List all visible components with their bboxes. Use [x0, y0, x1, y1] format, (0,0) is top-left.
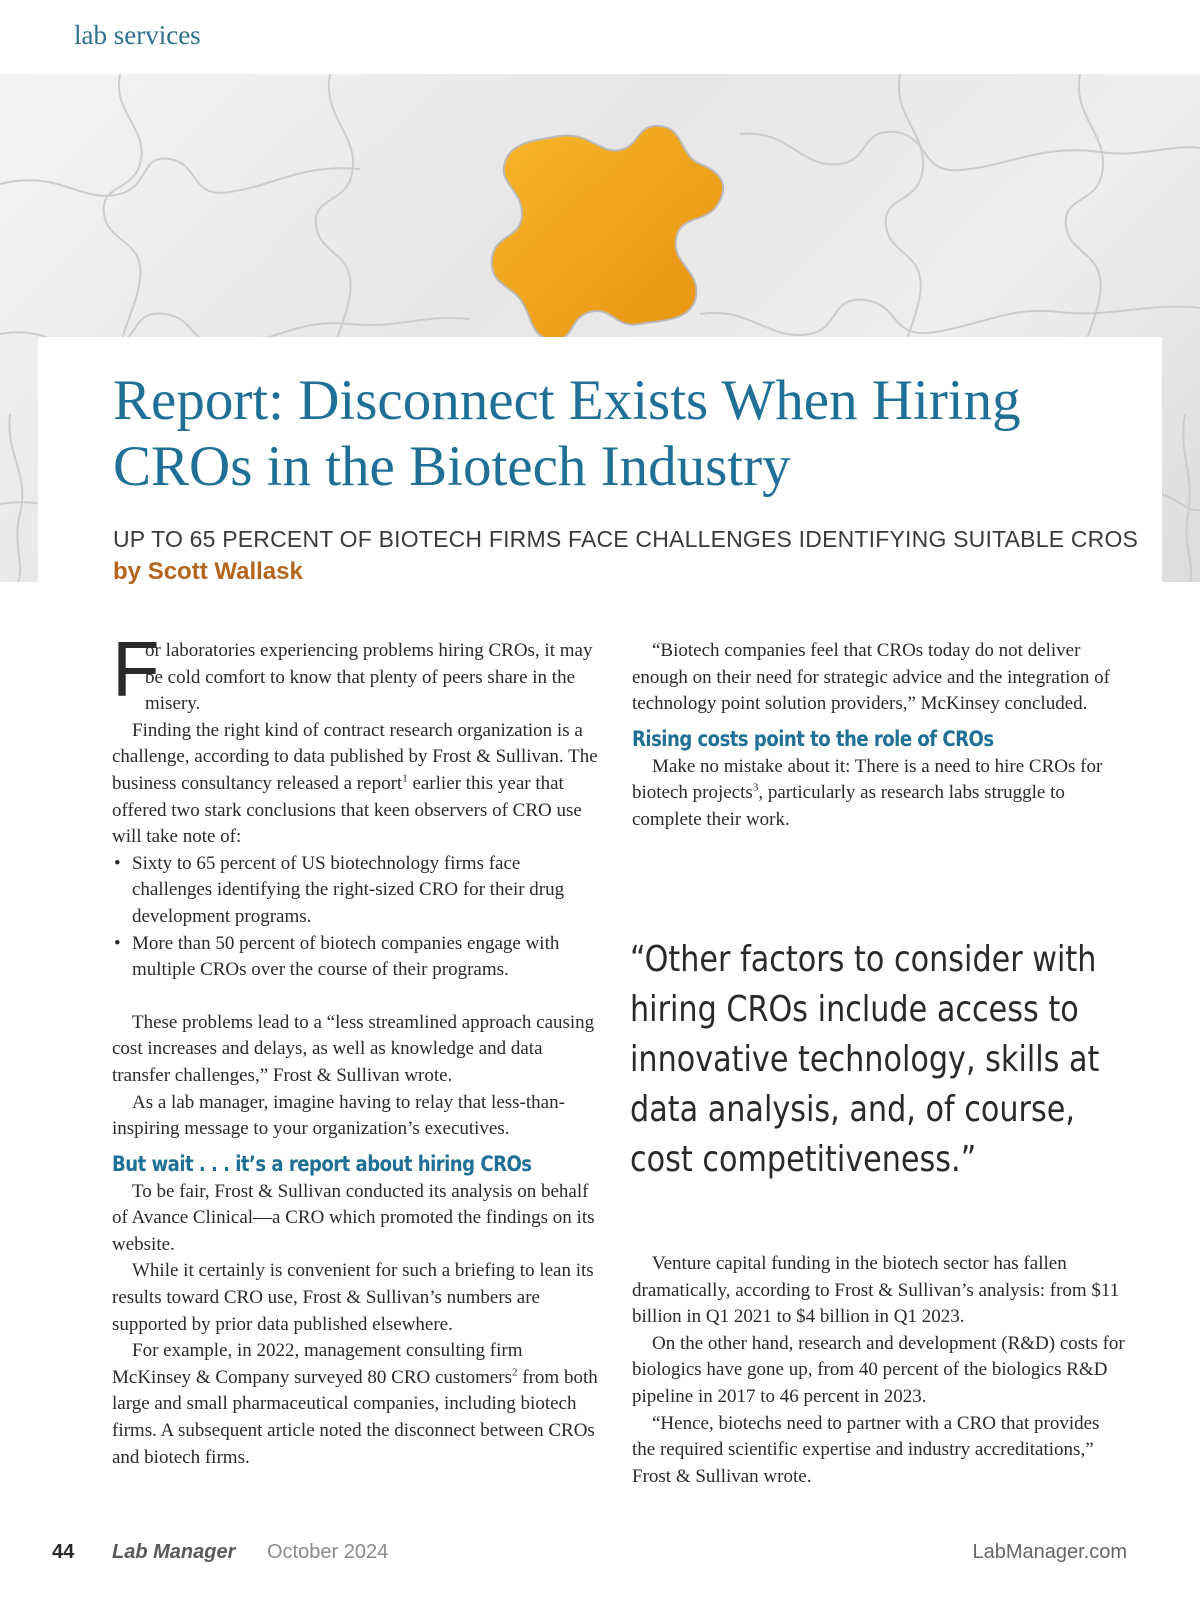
body-text: , particularly as research labs struggle to complete their work. — [632, 782, 1065, 830]
body-text: earlier this year that offered two stark conclusions that keen observers of CRO use will take note of: — [112, 772, 582, 848]
body-paragraph: Venture capital funding in the biotech sector has fallen dramatically, according to Frost & Sullivan’s analysis: from $11 billion in Q1 2021 to $4 billion in Q1 2023. — [632, 1253, 1120, 1328]
body-paragraph — [632, 754, 1122, 834]
byline-prefix: by — [113, 558, 142, 585]
intro-paragraph-text: or laboratories experiencing problems hiring CROs, it may be cold comfort to know that plenty of peers share in the misery. — [145, 640, 593, 715]
article-title-line-2: CROs in the Biotech Industry — [113, 435, 791, 498]
drop-cap: F — [112, 625, 160, 713]
magazine-name: Lab Manager — [112, 1541, 236, 1563]
issue-date: October 2024 — [267, 1541, 389, 1563]
body-paragraph: “Hence, biotechs need to partner with a CRO that provides the required scientific expertise and industry accreditations,” Frost & Sullivan wrote. — [632, 1412, 1100, 1487]
conclusions-list — [112, 851, 602, 984]
bullet-icon: • — [114, 932, 121, 954]
bullet-icon: • — [114, 852, 121, 874]
article-deck: UP TO 65 PERCENT OF BIOTECH FIRMS FACE CHALLENGES IDENTIFYING SUITABLE CROS — [113, 526, 1139, 552]
missing-piece-gap — [492, 126, 723, 340]
right-column-top — [632, 638, 1122, 834]
body-paragraph — [112, 718, 602, 851]
body-paragraph: To be fair, Frost & Sullivan conducted its analysis on behalf of Avance Clinical—a CRO which promoted the findings on its website. — [112, 1180, 595, 1255]
pull-quote: “Other factors to consider with hiring CROs include access to innovative technology, skills at data analysis, and, of course, cost competitiveness.” — [630, 939, 1100, 1180]
body-paragraph — [112, 1338, 602, 1471]
byline — [113, 558, 303, 586]
body-text: Finding the right kind of contract research organization is a challenge, according to data published by Frost & Sullivan. The business consultancy released a report — [112, 719, 598, 794]
left-column — [112, 625, 602, 1471]
footnote-ref: 3 — [752, 782, 759, 795]
body-paragraph: These problems lead to a “less streamlined approach causing cost increases and delays, as well as knowledge and data transfer challenges,” Frost & Sullivan wrote. — [112, 1011, 595, 1086]
list-item-text: Sixty to 65 percent of US biotechnology firms face challenges identifying the right-sized CRO for their drug development programs. — [132, 852, 565, 927]
page-footer — [52, 1541, 1127, 1571]
body-paragraph: “Biotech companies feel that CROs today do not deliver enough on their need for strategic advice and the integration of technology point solution providers,” McKinsey concluded. — [632, 640, 1110, 715]
body-paragraph: As a lab manager, imagine having to relay that less-than-inspiring message to your organization’s executives. — [112, 1091, 565, 1140]
article-title-line-1: Report: Disconnect Exists When Hiring — [113, 369, 1021, 432]
page-number: 44 — [52, 1541, 75, 1563]
website-link[interactable]: LabManager.com — [972, 1541, 1127, 1563]
body-text: Make no mistake about it: There is a need to hire CROs for biotech projects — [632, 755, 1103, 804]
subhead: But wait . . . it’s a report about hiring CROs — [112, 1151, 532, 1176]
subhead: Rising costs point to the role of CROs — [632, 726, 994, 751]
body-paragraph: While it certainly is convenient for such a briefing to lean its results toward CRO use, Frost & Sullivan’s numbers are supported by prior data published elsewhere. — [112, 1260, 594, 1335]
section-tag: lab services — [74, 20, 201, 50]
byline-author: Scott Wallask — [147, 558, 303, 585]
list-item — [112, 931, 602, 984]
body-paragraph: On the other hand, research and development (R&D) costs for biologics have gone up, from 40 percent of the biologics R&D pipeline in 2017 to 46 percent in 2023. — [632, 1332, 1125, 1407]
list-item — [112, 851, 602, 931]
footnote-ref: 1 — [402, 772, 408, 785]
list-item-text: More than 50 percent of biotech companies engage with multiple CROs over the course of their programs. — [132, 932, 560, 981]
body-text: from both large and small pharmaceutical companies, including biotech firms. A subsequent article noted the disconnect between CROs and biotech firms. — [112, 1366, 598, 1468]
footnote-ref: 2 — [512, 1366, 518, 1379]
body-text: For example, in 2022, management consulting firm McKinsey & Company surveyed 80 CRO customers — [112, 1340, 523, 1388]
intro-paragraph — [112, 625, 602, 718]
article-title — [113, 368, 1113, 500]
right-column-bottom — [632, 1251, 1127, 1490]
